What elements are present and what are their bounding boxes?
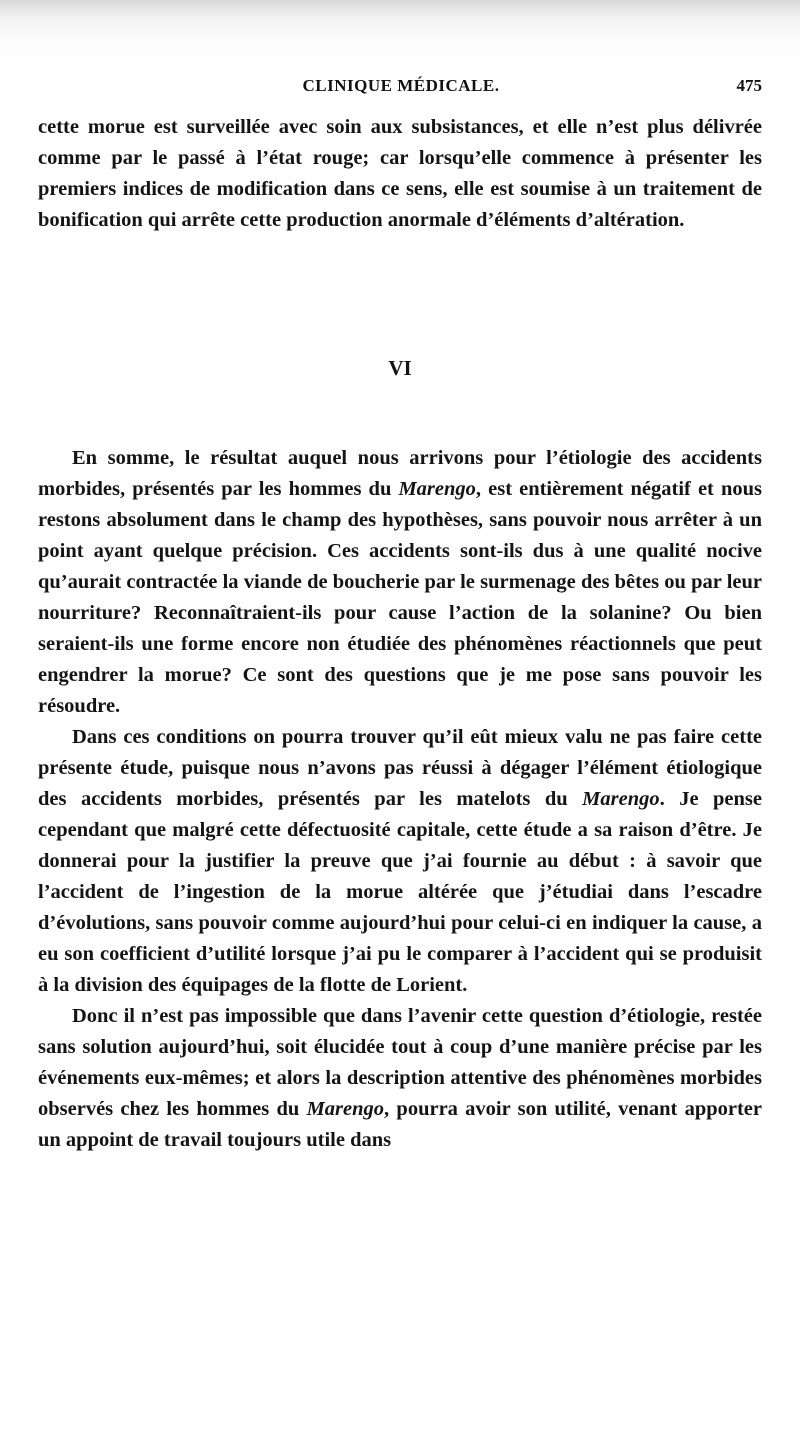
paragraph-1-text-a: En somme, le résultat auquel nous arrivons pour l’étiologie des accidents morbides, présentés par les hommes du — [38, 447, 762, 500]
paragraph-2 — [38, 722, 762, 1001]
ship-name: Marengo — [398, 478, 476, 500]
running-title: CLINIQUE MÉDICALE. — [302, 76, 500, 95]
paragraph-1-text-b: , est entièrement négatif et nous restons absolument dans le champ des hypothèses, sans pouvoir nous arrêter à un point ayant quelque précision. Ces accidents sont-ils dus à une qualité nocive qu’aurait contractée la viande de boucherie par le surmenage des bêtes ou par leur nourriture? Reconnaîtraient-ils pour cause l’action de la solanine? Ou bien seraient-ils une forme encore non étudiée des phénomènes réactionnels que peut engendrer la morue? Ce sont des questions que je me pose sans pouvoir les résoudre. — [38, 478, 762, 717]
paragraph-2-text-b: . Je pense cependant que malgré cette défectuosité capitale, cette étude a sa raison d’être. Je donnerai pour la justifier la preuve que j’ai fournie au début : à savoir que l’accident de l’ingestion de la morue altérée que j’étudiai dans l’escadre d’évolutions, sans pouvoir comme aujourd’hui pour celui-ci en indiquer la cause, a eu son coefficient d’utilité lorsque j’ai pu le comparer à l’accident qui se produisit à la division des équipages de la flotte de Lorient. — [38, 788, 762, 996]
section-text-block — [38, 443, 762, 1156]
page-number: 475 — [736, 76, 762, 95]
paragraph-3 — [38, 1001, 762, 1156]
page-header — [36, 76, 766, 102]
ship-name: Marengo — [306, 1098, 385, 1120]
paragraph-2-text-a: Dans ces conditions on pourra trouver qu’il eût mieux valu ne pas faire cette présente étude, puisque nous n’avons pas réussi à dégager l’élément étiologique des accidents morbides, présentés par les matelots du — [38, 726, 762, 810]
opening-paragraph: cette morue est surveillée avec soin aux subsistances, et elle n’est plus délivrée comme par le passé à l’état rouge; car lorsqu’elle commence à présenter les premiers indices de modification dans ce sens, elle est soumise à un traitement de bonification qui arrête cette production anormale d’éléments d’altération. — [38, 116, 762, 231]
paragraph-3-text-a: Donc il n’est pas impossible que dans l’avenir cette question d’étiologie, restée sans solution aujourd’hui, soit élucidée tout à coup d’une manière précise par les événements eux-mêmes; et alors la description attentive des phénomènes morbides observés chez les hommes du — [38, 1005, 762, 1120]
paragraph-1 — [38, 443, 762, 722]
paragraph-3-text-b: , pourra avoir son utilité, venant apporter un appoint de travail toujours utile dans — [38, 1098, 763, 1151]
opening-text-block — [38, 112, 762, 236]
ship-name: Marengo — [582, 788, 660, 810]
section-heading: VI — [388, 356, 412, 380]
